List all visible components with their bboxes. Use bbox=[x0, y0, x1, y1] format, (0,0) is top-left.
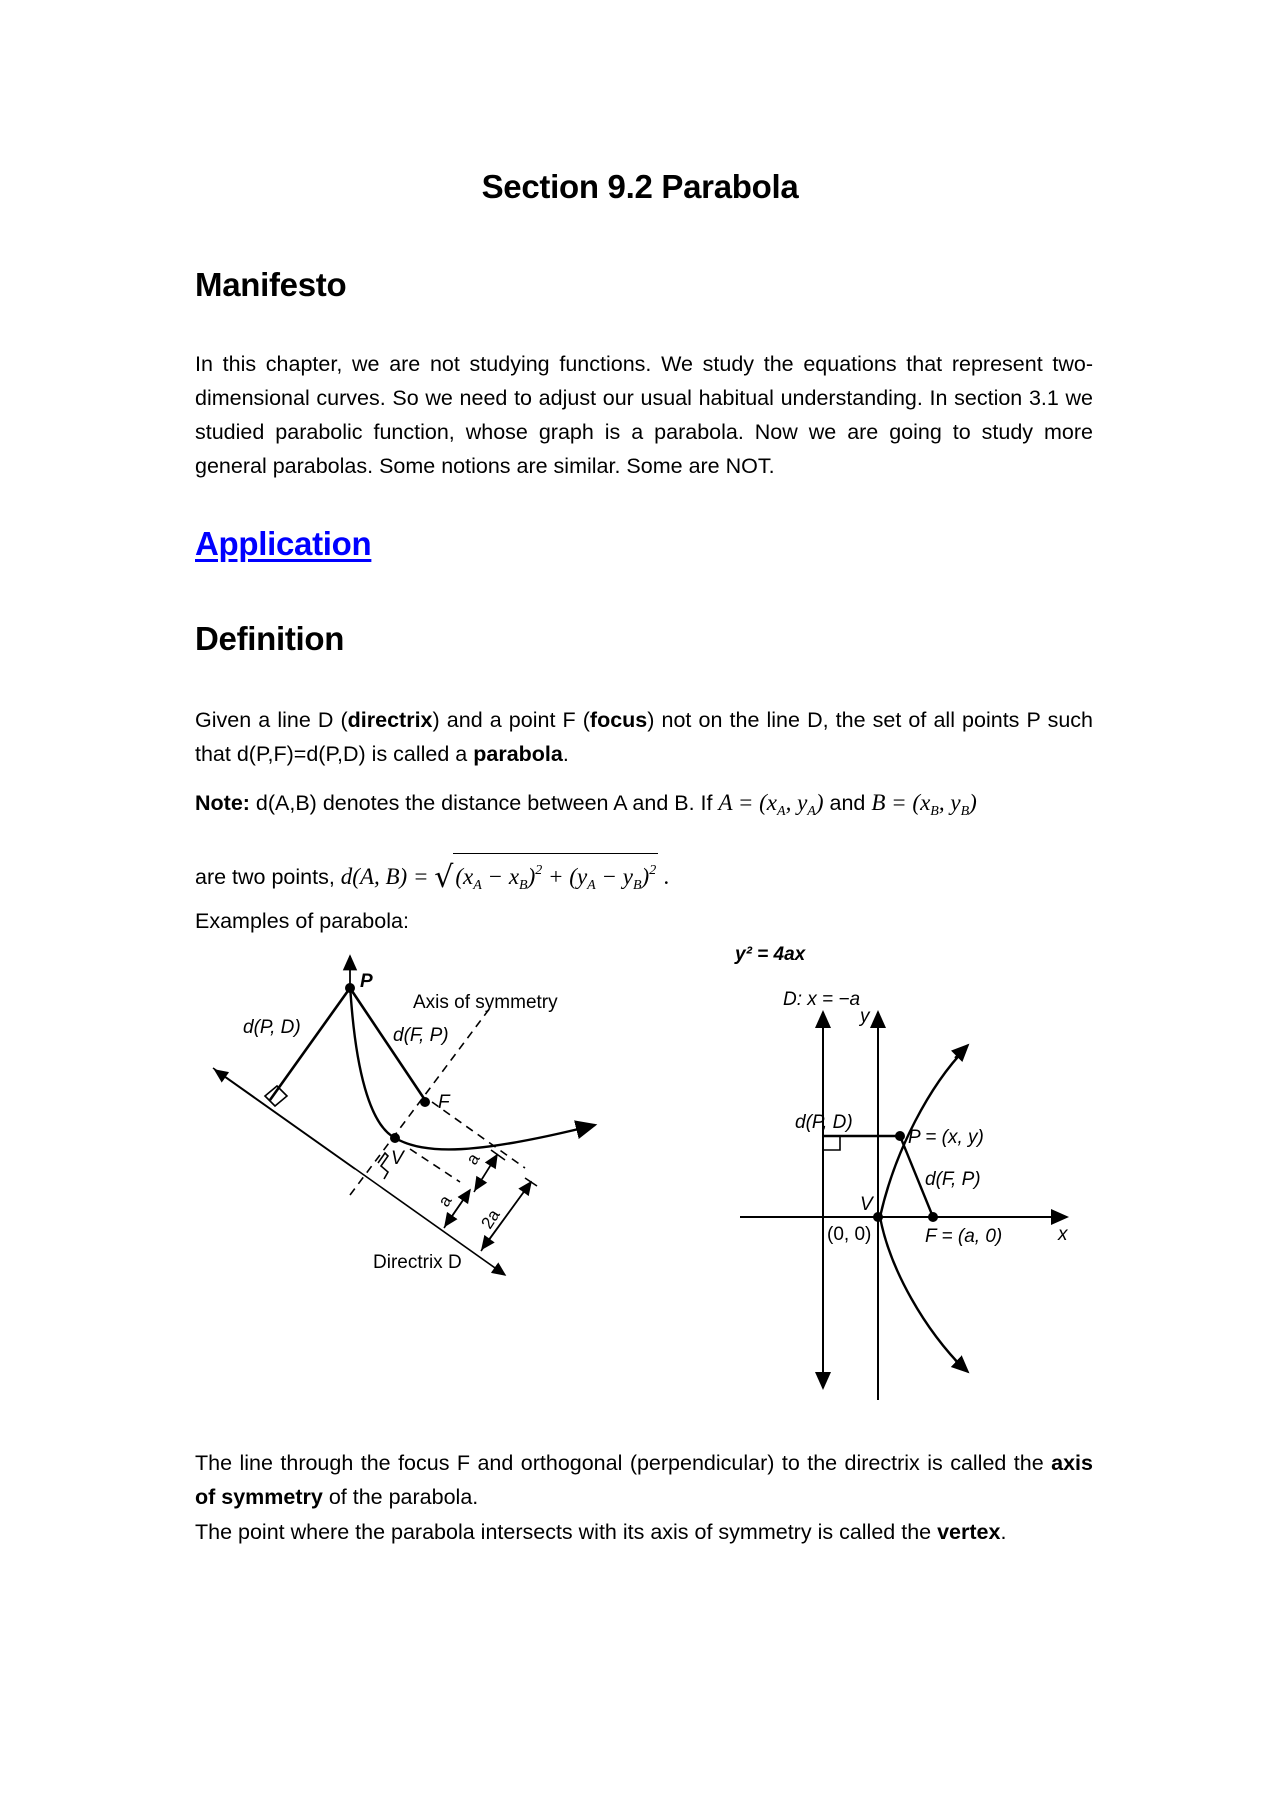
text: The point where the parabola intersects with its axis of symmetry is called the bbox=[195, 1520, 938, 1544]
label-p: P = (x, y) bbox=[908, 1127, 984, 1148]
term-focus: focus bbox=[589, 708, 648, 732]
text: ) not on the line D, the set of all points P such that d(P,F)=d(P,D) is called a bbox=[195, 708, 1093, 766]
vertex-paragraph bbox=[195, 1515, 1093, 1549]
figure-general-parabola bbox=[195, 950, 645, 1330]
label-dpd: d(P, D) bbox=[243, 1017, 301, 1038]
note-paragraph bbox=[195, 786, 1093, 829]
label-f: F = (a, 0) bbox=[925, 1226, 1003, 1247]
label-origin: (0, 0) bbox=[827, 1224, 872, 1245]
point-p bbox=[895, 1131, 905, 1141]
label-y-axis: y bbox=[860, 1006, 870, 1027]
application-link[interactable]: Application bbox=[195, 525, 372, 562]
distance-formula: d(A, $B) = √(x_A - x_B)^2 + (y_A - y_B)^2$ . bbox=[341, 864, 670, 889]
text: d(A,B) denotes the distance between A and B. If bbox=[249, 791, 719, 815]
manifesto-heading: Manifesto bbox=[195, 266, 347, 303]
label-a: a bbox=[462, 1149, 484, 1169]
text: . bbox=[562, 742, 569, 766]
sqrt-icon: √ bbox=[434, 860, 454, 895]
math-point-b: $B = (x_B$, $y_B$) bbox=[871, 790, 977, 819]
label-dpd: d(P, D) bbox=[795, 1112, 853, 1133]
label-p: P bbox=[360, 971, 373, 992]
label-2a: 2a bbox=[477, 1205, 504, 1233]
figure-standard-parabola bbox=[725, 940, 1095, 1420]
label-v: V bbox=[860, 1194, 873, 1215]
point-v bbox=[873, 1212, 883, 1222]
label-directrix: Directrix D bbox=[373, 1252, 462, 1273]
text: and bbox=[823, 791, 872, 815]
text: . bbox=[1000, 1520, 1007, 1544]
term-axis-of-symmetry: axis of symmetry bbox=[195, 1451, 1093, 1509]
parabola-diagram-rotated bbox=[195, 950, 645, 1330]
math-point-a: $A = (x_A$, $y_A$) bbox=[718, 790, 824, 819]
text: ) and a point F ( bbox=[432, 708, 590, 732]
label-x-axis: x bbox=[1058, 1224, 1068, 1245]
label-directrix: D: x = −a bbox=[783, 989, 861, 1010]
distance-formula-line bbox=[195, 853, 1093, 903]
point-v bbox=[390, 1133, 400, 1143]
point-f bbox=[928, 1212, 938, 1222]
point-f bbox=[420, 1097, 430, 1107]
manifesto-paragraph: In this chapter, we are not studying functions. We study the equations that represent two-dimensional curves. So we need to adjust our usual habitual understanding. In section 3.1 we studied parabolic function, whose graph is a parabola. Now we are going to study more general parabolas. Some notions are similar. Some are NOT. bbox=[195, 352, 1093, 478]
examples-label: Examples of parabola: bbox=[195, 909, 409, 933]
label-dfp: d(F, P) bbox=[393, 1025, 449, 1046]
term-vertex: vertex bbox=[937, 1520, 1001, 1544]
axis-of-symmetry-paragraph bbox=[195, 1446, 1093, 1514]
label-equation: y² = 4ax bbox=[735, 944, 806, 965]
label-dfp: d(F, P) bbox=[925, 1169, 981, 1190]
text: The line through the focus F and orthogonal (perpendicular) to the directrix is called the bbox=[195, 1451, 1052, 1475]
point-p bbox=[345, 983, 355, 993]
definition-paragraph bbox=[195, 703, 1093, 771]
text: of the parabola. bbox=[322, 1485, 479, 1509]
text: are two points, bbox=[195, 865, 341, 889]
term-directrix: directrix bbox=[347, 708, 433, 732]
label-v: V bbox=[391, 1148, 404, 1169]
label-axis-of-symmetry: Axis of symmetry bbox=[413, 992, 558, 1013]
parabola-diagram-coordinate bbox=[725, 940, 1095, 1420]
text: Given a line D ( bbox=[195, 708, 348, 732]
term-parabola: parabola bbox=[473, 742, 563, 766]
definition-heading: Definition bbox=[195, 620, 345, 657]
label-a: a bbox=[434, 1191, 456, 1211]
note-label: Note: bbox=[195, 791, 250, 815]
label-f: F bbox=[438, 1092, 450, 1113]
page-title: Section 9.2 Parabola bbox=[481, 168, 799, 205]
